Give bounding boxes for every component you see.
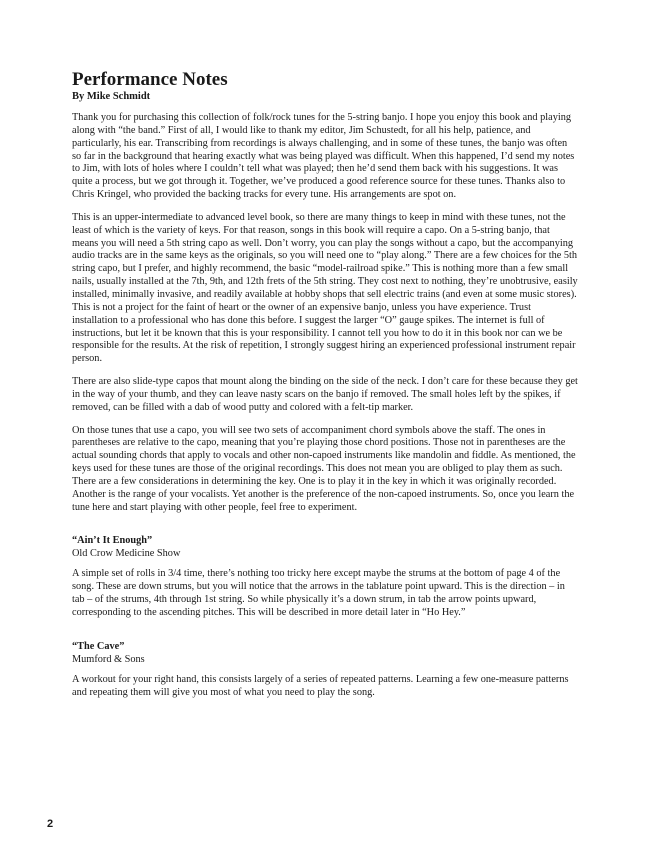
page-title: Performance Notes <box>72 69 228 90</box>
author-byline: By Mike Schmidt <box>72 91 151 102</box>
song-artist: Mumford & Sons <box>72 653 145 665</box>
chord-symbols-paragraph: On those tunes that use a capo, you will see two sets of accompaniment chord symbols above the staff. The ones in parentheses are relative to the capo, meaning that you’re playing those chord positions. Those not in parentheses are the actual sounding chords that apply to vocals and other non-capoed instruments like mandolin and fiddle. As mentioned, the keys used for these tunes are those of the original recordings. This does not mean you are obliged to play them as such. There are a few considerations in determining the key. One is to play it in the key in which it was originally recorded. Another is the range of your vocalists. Yet another is the preference of the non-capoed instruments. So, once you learn the tune here and start playing with other people, feel free to experiment. <box>72 424 576 513</box>
song-title: “Ain’t It Enough” <box>72 535 153 547</box>
document-page <box>72 70 578 710</box>
page-number: 2 <box>47 818 54 830</box>
song-note: A workout for your right hand, this consists largely of a series of repeated patterns. Learning a few one-measure patterns and repeating them will give you most of what you need to play the song. <box>72 673 569 698</box>
song-note: A simple set of rolls in 3/4 time, there’s nothing too tricky here except maybe the strums at the bottom of page 4 of the song. These are down strums, but you will notice that the arrows in the tablature point upward. This is the direction – in tab – of the strums, 4th through 1st string. So while physically it’s a down strum, in tab the arrow points upward, corresponding to the ascending pitches. This will be described in more detail later in “Ho Hey.” <box>72 568 565 618</box>
song-title: “The Cave” <box>72 640 125 652</box>
song-artist: Old Crow Medicine Show <box>72 548 181 560</box>
slide-capo-paragraph: There are also slide-type capos that mount along the binding on the side of the neck. I don’t care for these because they get in the way of your thumb, and they can leave nasty scars on the banjo if removed. The small holes left by the spikes, if removed, can be filled with a dab of wood putty and colored with a felt-tip marker. <box>72 376 578 413</box>
intro-paragraph: Thank you for purchasing this collection of folk/rock tunes for the 5-string banjo. I hope you enjoy this book and playing along with “the band.” First of all, I would like to thank my editor, Jim Schustedt, for all his help, patience, and particularly, his ear. Transcribing from recordings is always challenging, and in some of these tunes, the banjo was often so far in the background that hearing exactly what was being played was difficult. When this happened, I’d send my notes to Jim, with lots of holes where I couldn’t tell what was played; then he’d send them back with his suggestions. It was quite a process, but we got through it. Together, we’ve produced a good reference source for these tunes. Thanks also to Chris Kringel, who provided the backing tracks for every tune. His arrangements are spot on. <box>72 112 575 201</box>
capo-paragraph: This is an upper-intermediate to advanced level book, so there are many things to keep in mind with these tunes, not the least of which is the variety of keys. For that reason, songs in this book will require a capo. On a 5-string banjo, that means you will need a 5th string capo as well. Don’t worry, you can play the songs without a capo, but the accompanying audio tracks are in the same keys as the originals, so you will need one to “play along.” There are a few choices for the 5th string capo, but I prefer, and highly recommend, the basic “model-railroad spike.” This is nothing more than a few small nails, usually installed at the 7th, 9th, and 12th frets of the 5th string. They cost next to nothing, they’re unobtrusive, easily installed, minimally invasive, and readily available at hobby shops that sell electric trains (and even at some music stores). This is not a project for the faint of heart or the owner of an expensive banjo, unless you have experience. Trust installation to a professional who has done this before. I suggest the larger “O” gauge spikes. The internet is full of instructions, but let it be known that this is your responsibility. I cannot tell you how to do it in this book nor can we be responsible for the results. At the risk of repetition, I strongly suggest hiring an experienced professional instrument repair person. <box>72 211 578 365</box>
